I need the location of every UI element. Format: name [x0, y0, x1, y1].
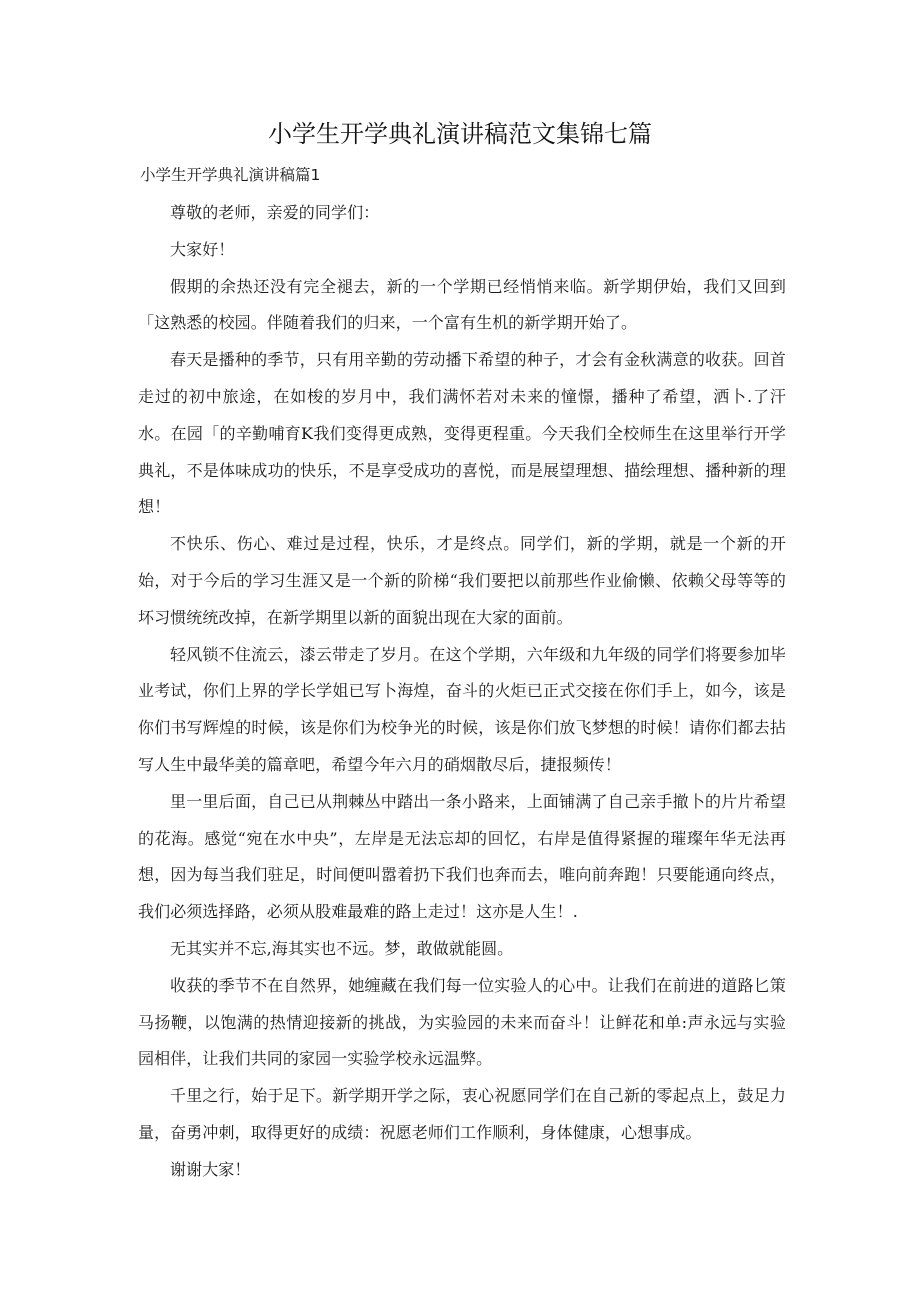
paragraph: 无其实并不忘,海其实也不远。梦，敢做就能圆。	[170, 938, 514, 958]
paragraph-salutation: 尊敬的老师，亲爱的同学们：	[170, 203, 380, 222]
paragraph: 收获的季节不在自然界，她缠藏在我们每一位实验人的心中。让我们在前进的道路匕策马扬鞭，以饱满的热情迎接新的挑战，为实验园的未来而奋斗！让鲜花和单:声永远与实验园相伴，让我们共同的家园一实验学校永远温弊。	[138, 975, 786, 1069]
paragraph-greeting: 大家好！	[170, 239, 235, 259]
document-body	[138, 195, 786, 1189]
paragraph: 里一里后面，自己已从荆棘丛中踏出一条小路来，上面铺满了自己亲手撤卜的片片希望的花海。感觉“宛在水中央”，左岸是无法忘却的回忆，右岸是值得紧握的璀璨年华无法再想，因为每当我们驻足，时间便叫嚣着扔下我们也奔而去，唯向前奔跑！只要能通向终点，我们必须选择路，必须从股难最难的路上走过！这亦是人生！.	[138, 791, 786, 922]
paragraph: 轻风锁不住流云，漆云带走了岁月。在这个学期，六年级和九年级的同学们将要参加毕业考试，你们上界的学长学姐已写卜海煌，奋斗的火炬已正式交接在你们手上，如今，该是你们书写辉煌的时候，该是你们为校争光的时候，该是你们放飞梦想的时候！请你们都去拈写人生中最华美的篇章吧，希望今年六月的硝烟散尽后，捷报频传！	[138, 644, 786, 774]
paragraph: 千里之行，始于足下。新学期开学之际，衷心祝愿同学们在自己新的零起点上，鼓足力量，奋勇冲刺，取得更好的成绩：祝愿老师们工作顺利，身体健康，心想事成。	[138, 1086, 786, 1142]
section-heading: 小学生开学典礼演讲稿篇1	[140, 166, 321, 184]
paragraph: 假期的余热还没有完全褪去，新的一个学期已经悄悄来临。新学期伊始，我们又回到「这熟悉的校园。伴随着我们的归来，一个富有生机的新学期开始了。	[138, 276, 786, 333]
paragraph: 春天是播种的季节，只有用辛勤的劳动播下希望的种子，才会有金秋满意的收获。回首走过的初中旅途，在如梭的岁月中，我们满怀若对未来的憧憬，播种了希望，洒卜.了汗水。在园「的辛勤哺育K我们变得更成熟，变得更程重。今天我们全校师生在这里举行开学典礼，不是体味成功的快乐，不是享受成功的喜悦，而是展望理想、描绘理想、播种新的理想！	[138, 350, 786, 517]
document-title: 小学生开学典礼演讲稿范文集锦七篇	[268, 120, 652, 148]
paragraph-closing: 谢谢大家！	[170, 1159, 251, 1179]
paragraph: 不快乐、伤心、难过是过程，快乐，才是终点。同学们，新的学期，就是一个新的开始，对于今后的学习生涯又是一个新的阶梯“我们要把以前那些作业偷懒、依赖父母等等的坏习惯统统改掉，在新学期里以新的面貌出现在大家的面前。	[138, 534, 786, 627]
